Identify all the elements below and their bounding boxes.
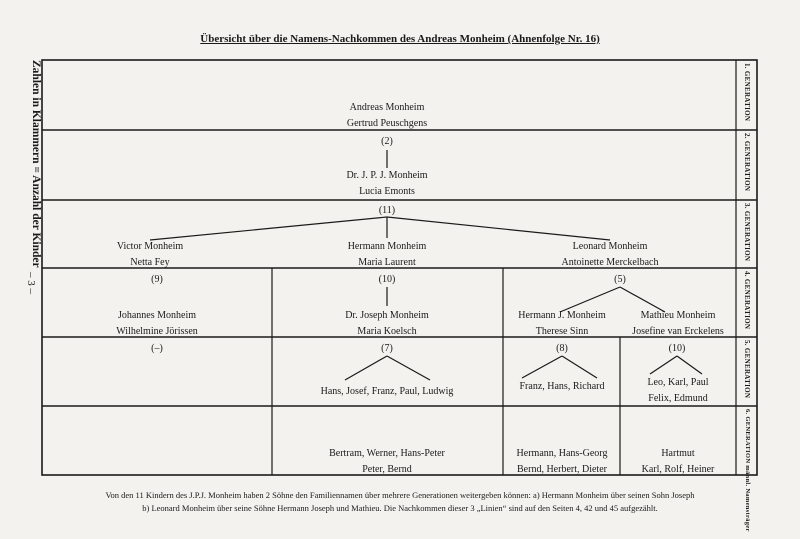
person-hermann-monheim	[297, 239, 477, 271]
generation-label-3: 3. GENERATION	[743, 203, 751, 262]
children-names-mathieu	[621, 375, 735, 407]
generation-label-5: 5. GENERATION	[743, 340, 751, 399]
spouse-name: Maria Laurent	[358, 257, 416, 268]
spouse-name: Lucia Emonts	[359, 186, 415, 197]
child-count: (5)	[614, 274, 626, 285]
descendant-names-line: Karl, Rolf, Heiner	[641, 464, 715, 475]
connector-gen5-joseph-right	[387, 356, 430, 380]
generation-label-1: 1. GENERATION	[743, 63, 751, 122]
footer-line-2: b) Leonard Monheim über seine Söhne Hermann Joseph und Mathieu. Die Nachkommen dieser 3 „Linien“ sind auf den Seiten 4, 42 und 45 aufgezählt.	[142, 503, 658, 513]
generation-label-6: 6. GENERATION männl. Namensträger	[744, 409, 751, 532]
spouse-name: Netta Fey	[130, 257, 170, 268]
child-count: (9)	[151, 274, 163, 285]
generation-label-2: 2. GENERATION	[743, 133, 751, 192]
person-andreas-monheim	[287, 100, 487, 132]
descendant-names-line: Hartmut	[661, 448, 695, 459]
children-names-joseph: Hans, Josef, Franz, Paul, Ludwig	[320, 386, 454, 397]
child-count: (7)	[381, 343, 393, 354]
connector-gen5-joseph-left	[345, 356, 387, 380]
person-jpj-monheim	[287, 168, 487, 200]
child-count: (11)	[378, 205, 396, 216]
spouse-name: Therese Sinn	[535, 326, 589, 337]
person-joseph-monheim	[297, 308, 477, 340]
generation-label-4: 4. GENERATION	[743, 271, 751, 330]
descendant-names-line: Peter, Bernd	[362, 464, 412, 475]
descendants-joseph	[287, 446, 487, 478]
person-victor-monheim	[60, 239, 240, 271]
person-name: Dr. J. P. J. Monheim	[346, 170, 428, 181]
child-count: (10)	[378, 274, 396, 285]
children-names-hermann-j: Franz, Hans, Richard	[519, 381, 605, 392]
person-name: Victor Monheim	[116, 241, 184, 252]
chart-title: Übersicht über die Namens-Nachkommen des Andreas Monheim (Ahnenfolge Nr. 16)	[200, 33, 600, 45]
child-count: (10)	[668, 343, 686, 354]
person-name: Leonard Monheim	[572, 241, 648, 252]
descendant-names-line: Bernd, Herbert, Dieter	[517, 464, 607, 475]
person-name: Johannes Monheim	[117, 310, 197, 321]
person-hermann-j-monheim	[505, 308, 619, 340]
connector-gen5-hermann-j-left	[522, 356, 562, 378]
person-leonard-monheim	[520, 239, 700, 271]
page-number-text: – 3 –	[25, 272, 37, 294]
side-note-text: Zahlen in Klammern = Anzahl der Kinder	[30, 60, 42, 268]
child-count: (8)	[556, 343, 568, 354]
person-name: Mathieu Monheim	[640, 310, 716, 321]
connector-gen3-victor	[150, 217, 387, 240]
connector-gen3-leonard	[387, 217, 610, 240]
connector-gen5-hermann-j-right	[562, 356, 597, 378]
child-count: (–)	[151, 343, 163, 354]
descendant-names-line: Hermann, Hans-Georg	[516, 448, 608, 459]
person-name: Dr. Joseph Monheim	[345, 310, 429, 321]
connector-gen5-mathieu-left	[650, 356, 677, 374]
person-name: Hermann J. Monheim	[518, 310, 606, 321]
person-name: Andreas Monheim	[349, 102, 425, 113]
descendants-mathieu	[621, 446, 735, 478]
person-name: Hermann Monheim	[347, 241, 427, 252]
child-count: (2)	[381, 136, 393, 147]
spouse-name: Wilhelmine Jörissen	[116, 326, 198, 337]
person-johannes-monheim	[67, 308, 247, 340]
spouse-name: Antoinette Merckelbach	[561, 257, 659, 268]
person-mathieu-monheim	[621, 308, 735, 340]
footer-line-1: Von den 11 Kindern des J.P.J. Monheim haben 2 Söhne den Familiennamen über mehrere Generationen weitergeben können: a) Hermann Monheim über seinen Sohn Joseph	[105, 490, 695, 500]
descendant-names-line: Bertram, Werner, Hans-Peter	[329, 448, 445, 459]
children-names-line: Leo, Karl, Paul	[647, 377, 709, 388]
spouse-name: Maria Koelsch	[357, 326, 417, 337]
children-names-line: Felix, Edmund	[648, 393, 708, 404]
spouse-name: Josefine van Erckelens	[632, 326, 724, 337]
spouse-name: Gertrud Peuschgens	[346, 118, 428, 129]
connector-gen5-mathieu-right	[677, 356, 702, 374]
footer-note	[0, 489, 800, 515]
descendants-hermann-j	[505, 446, 619, 478]
